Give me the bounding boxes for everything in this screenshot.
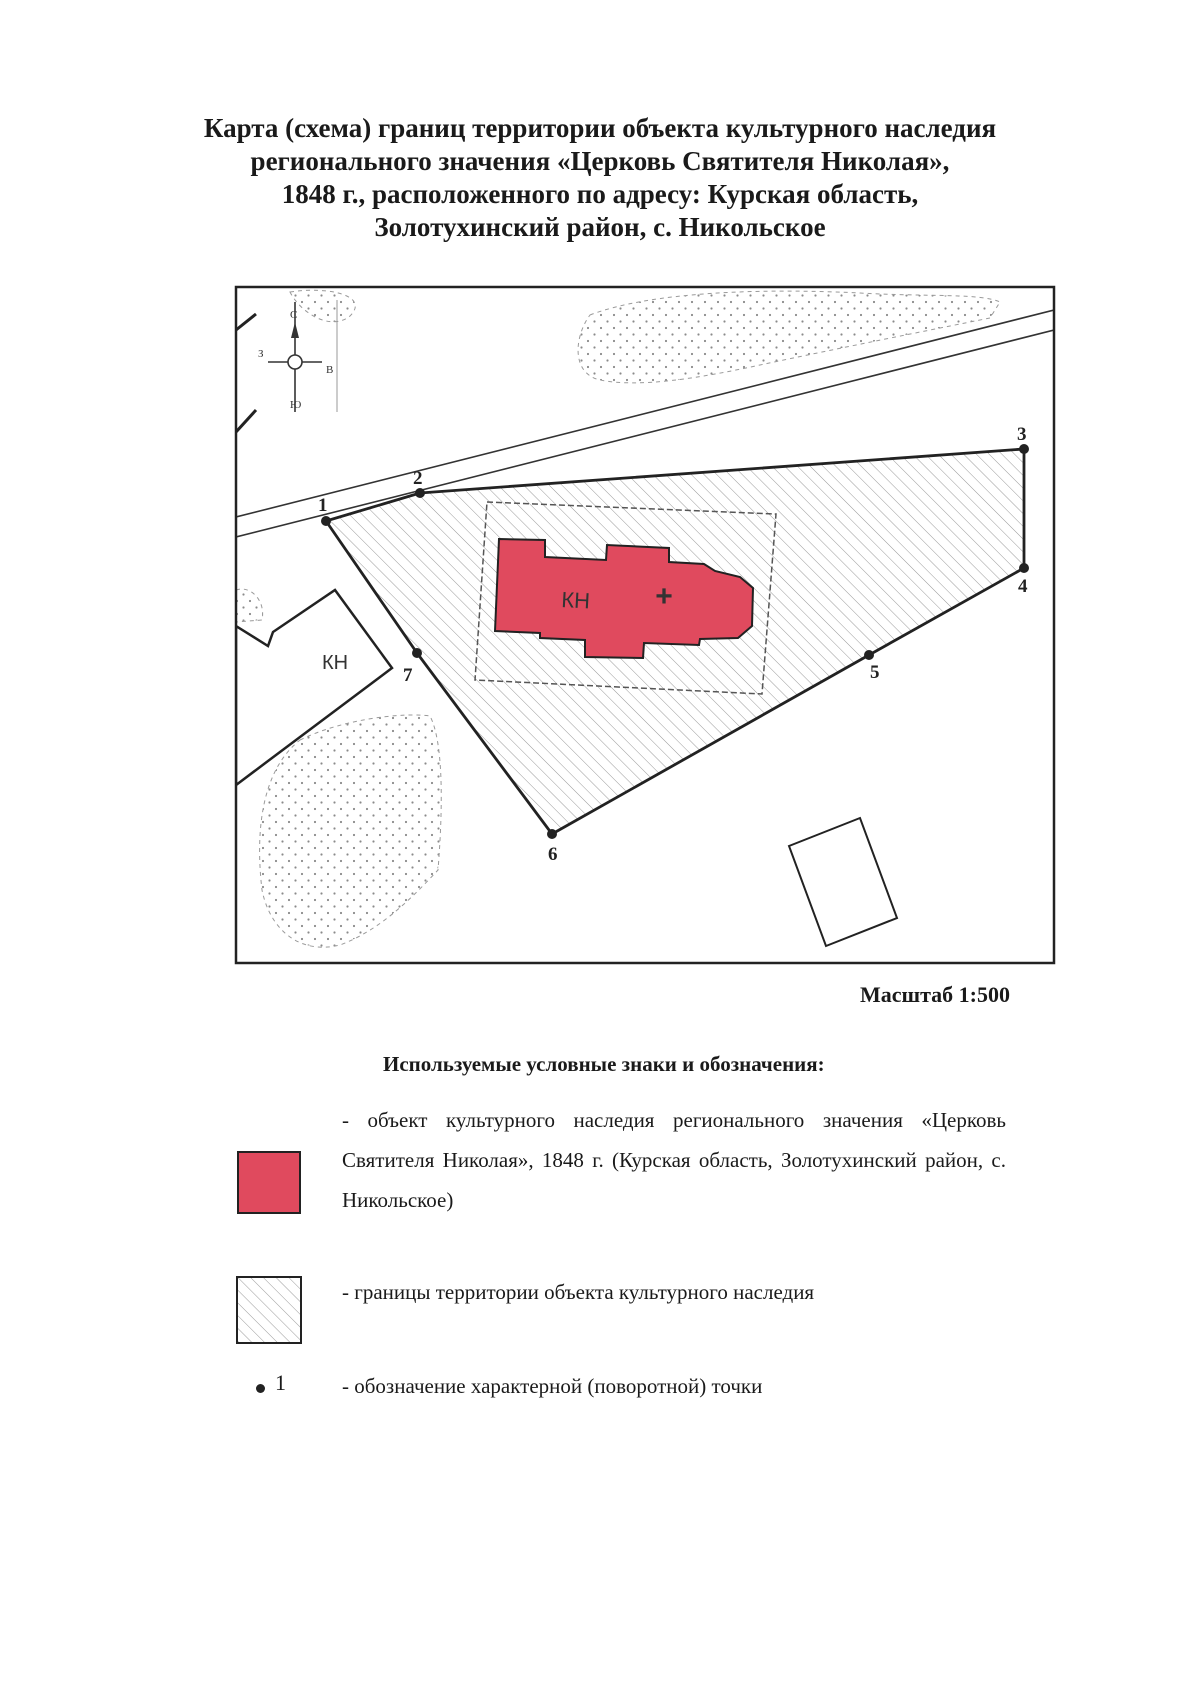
- small-building: [789, 818, 897, 946]
- point-7-label: 7: [403, 665, 413, 686]
- church-cross-mark: +: [655, 580, 673, 613]
- point-1-label: 1: [318, 495, 328, 516]
- point-4-label: 4: [1018, 576, 1028, 597]
- compass-south: Ю: [290, 399, 302, 411]
- point-3-label: 3: [1017, 424, 1027, 445]
- vegetation-area-topleft: [290, 290, 355, 322]
- legend-item-church: - объект культурного наследия регионального значения «Церковь Святителя Николая», 1848 г. (Курская область, Золотухинский район, с. Никольское): [342, 1108, 1006, 1212]
- legend-point-sample-label: 1: [275, 1370, 286, 1395]
- vegetation-area-southwest: [260, 715, 442, 947]
- point-2-marker: [415, 488, 425, 498]
- point-3-marker: [1019, 444, 1029, 454]
- scale-label: Масштаб 1:500: [860, 982, 1011, 1007]
- legend-item-territory: - границы территории объекта культурного наследия: [342, 1280, 815, 1304]
- point-5-label: 5: [870, 662, 880, 683]
- title-line-2: регионального значения «Церковь Святителя Николая»,: [250, 146, 950, 176]
- legend-heading: Используемые условные знаки и обозначения:: [383, 1052, 825, 1076]
- compass-north: С: [290, 309, 298, 321]
- legend-territory-swatch: [236, 1276, 302, 1344]
- compass-west: З: [258, 348, 264, 360]
- point-4-marker: [1019, 563, 1029, 573]
- point-1-marker: [321, 516, 331, 526]
- point-6-marker: [547, 829, 557, 839]
- title-line-4: Золотухинский район, с. Никольское: [374, 212, 826, 242]
- map-corner-bracket-lower: [236, 410, 256, 432]
- church-label: КН: [560, 587, 591, 614]
- compass-east: В: [326, 364, 334, 376]
- legend-church-swatch: [237, 1151, 301, 1214]
- map-corner-bracket: [236, 314, 256, 330]
- point-7-marker: [412, 648, 422, 658]
- point-6-label: 6: [548, 844, 558, 865]
- point-5-marker: [864, 650, 874, 660]
- vegetation-area-west: [236, 589, 263, 622]
- title-line-3: 1848 г., расположенного по адресу: Курская область,: [281, 179, 919, 209]
- point-2-label: 2: [413, 468, 423, 489]
- legend-point-dot: [256, 1384, 265, 1393]
- title-line-1: Карта (схема) границ территории объекта культурного наследия: [203, 113, 997, 143]
- neighbor-building-label: КН: [322, 652, 349, 674]
- vegetation-area-north: [578, 291, 1000, 383]
- legend-item-point: - обозначение характерной (поворотной) точки: [342, 1374, 763, 1398]
